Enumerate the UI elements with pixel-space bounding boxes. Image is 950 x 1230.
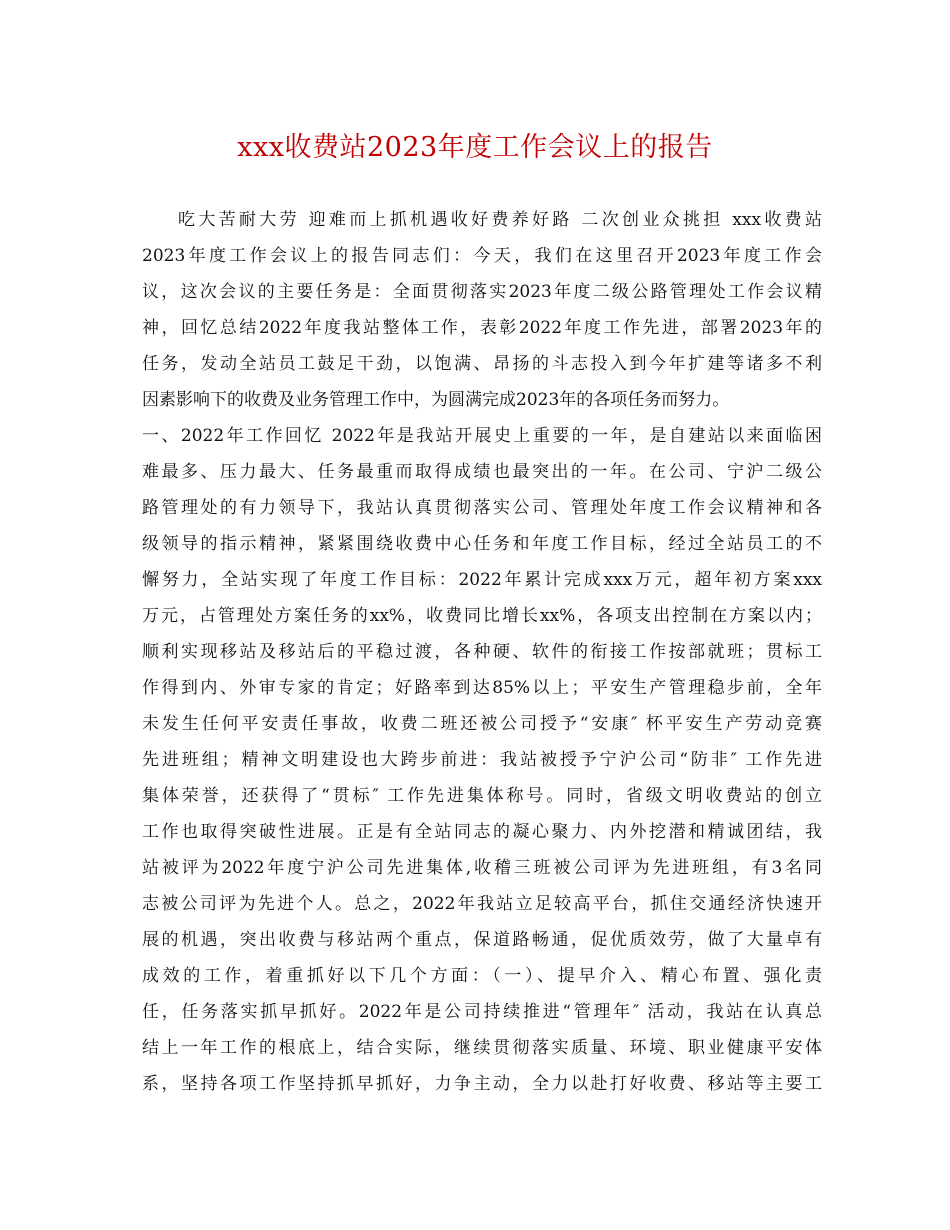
body-line: 志被公司评为先进个人。总之，2022年我站立足较高平台，抓住交通经济快速开 <box>142 894 822 914</box>
body-line: 顺利实现移站及移站后的平稳过渡，各种硬、软件的衔接工作按部就班；贯标工 <box>142 642 822 662</box>
body-line: 级领导的指示精神，紧紧围绕收费中心任务和年度工作目标，经过全站员工的不 <box>142 534 822 554</box>
body-line: 工作也取得突破性进展。正是有全站同志的凝心聚力、内外挖潜和精诚团结，我 <box>142 822 822 842</box>
body-line: 懈努力，全站实现了年度工作目标：2022年累计完成xxx万元，超年初方案xxx <box>142 570 822 590</box>
body-line: 因素影响下的收费及业务管理工作中，为圆满完成2023年的各项任务而努力。 <box>142 390 730 410</box>
document-title: xxx收费站2023年度工作会议上的报告 <box>237 132 713 163</box>
body-line: 难最多、压力最大、任务最重而取得成绩也最突出的一年。在公司、宁沪二级公 <box>142 462 822 482</box>
body-line: 作得到内、外审专家的肯定；好路率到达85%以上；平安生产管理稳步前，全年 <box>142 678 822 698</box>
body-line: 路管理处的有力领导下，我站认真贯彻落实公司、管理处年度工作会议精神和各 <box>142 498 822 518</box>
document-body <box>142 202 822 1102</box>
body-line: 任，任务落实抓早抓好。2022年是公司持续推进“管理年″ 活动，我站在认真总 <box>142 1002 822 1022</box>
body-line: 2023年度工作会议上的报告同志们：今天，我们在这里召开2023年度工作会 <box>142 246 822 266</box>
body-line: 集体荣誉，还获得了“贯标″ 工作先进集体称号。同时，省级文明收费站的创立 <box>142 786 822 806</box>
body-line: 一、2022年工作回忆 2022年是我站开展史上重要的一年，是自建站以来面临困 <box>142 426 822 446</box>
body-line: 议，这次会议的主要任务是：全面贯彻落实2023年度二级公路管理处工作会议精 <box>142 282 822 302</box>
body-line: 系，坚持各项工作坚持抓早抓好，力争主动，全力以赴打好收费、移站等主要工 <box>142 1074 822 1094</box>
body-line: 神，回忆总结2022年度我站整体工作，表彰2022年度工作先进，部署2023年的 <box>142 318 822 338</box>
body-line: 万元，占管理处方案任务的xx%，收费同比增长xx%，各项支出控制在方案以内； <box>142 606 822 626</box>
body-line: 站被评为2022年度宁沪公司先进集体,收稽三班被公司评为先进班组，有3名同 <box>142 858 822 878</box>
body-line: 先进班组；精神文明建设也大跨步前进：我站被授予宁沪公司“防非″ 工作先进 <box>142 750 822 770</box>
body-line: 吃大苦耐大劳 迎难而上抓机遇收好费养好路 二次创业众挑担 xxx收费站 <box>178 210 822 230</box>
body-line: 成效的工作，着重抓好以下几个方面：（一）、提早介入、精心布置、强化责 <box>142 966 822 986</box>
body-line: 未发生任何平安责任事故，收费二班还被公司授予“安康″ 杯平安生产劳动竞赛 <box>142 714 822 734</box>
body-line: 结上一年工作的根底上，结合实际，继续贯彻落实质量、环境、职业健康平安体 <box>142 1038 822 1058</box>
body-line: 展的机遇，突出收费与移站两个重点，保道路畅通，促优质效劳，做了大量卓有 <box>142 930 822 950</box>
body-line: 任务，发动全站员工鼓足干劲，以饱满、昂扬的斗志投入到今年扩建等诸多不利 <box>142 354 822 374</box>
